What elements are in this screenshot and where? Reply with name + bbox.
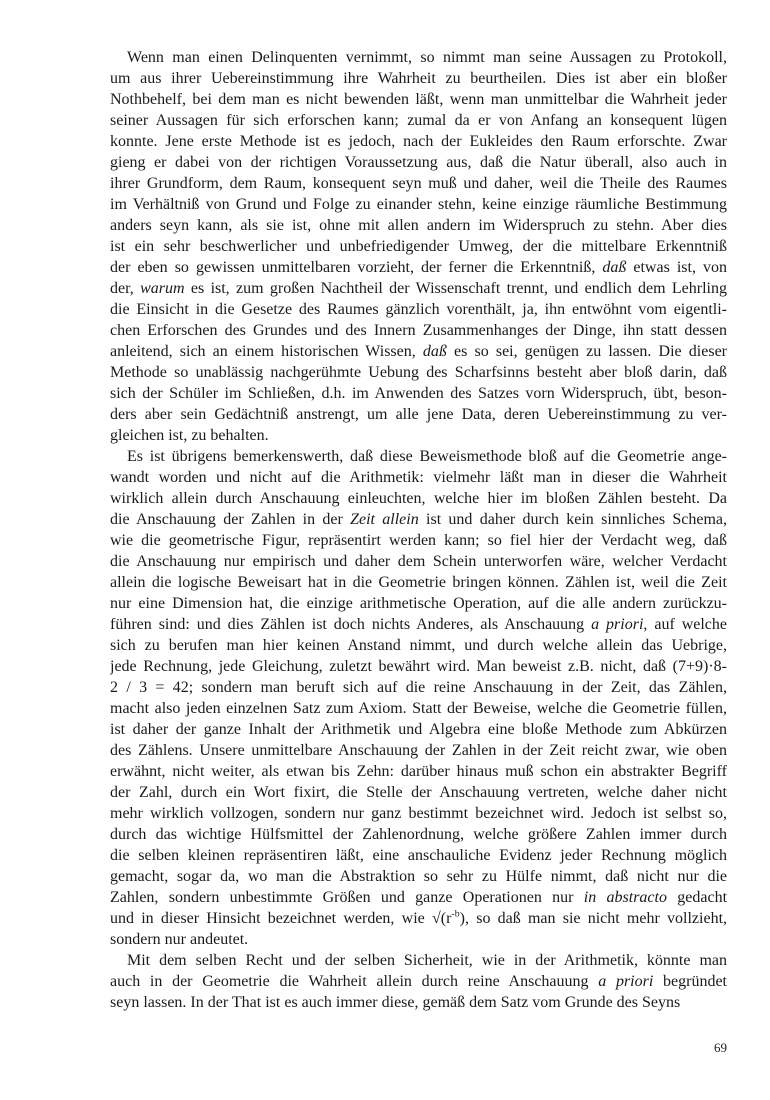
text-run: allein die logische Beweisart hat in die Geometrie bringen können. Zählen ist, weil die Zeit bbox=[110, 574, 727, 591]
text-run: die Anschauung nur empirisch und daher dem Schein unterworfen wäre, welcher Verdacht bbox=[110, 553, 727, 570]
text-run: es so sei, genügen zu lassen. Die dieser bbox=[446, 343, 727, 360]
paragraph bbox=[110, 950, 727, 1013]
text-line bbox=[110, 656, 727, 677]
emphasized-text: warum bbox=[140, 280, 185, 297]
emphasized-text: in abstracto bbox=[583, 889, 667, 906]
text-line bbox=[110, 320, 727, 341]
text-run: anders seyn kann, als sie ist, ohne mit allen andern im Widerspruch zu stehn. Aber dies bbox=[110, 217, 727, 234]
emphasized-text: a priori bbox=[598, 973, 654, 990]
text-line bbox=[110, 824, 727, 845]
text-line bbox=[110, 992, 727, 1013]
text-run: chen Erforschen des Grundes und des Innern Zusammenhanges der Dinge, ihn statt dessen bbox=[110, 322, 727, 339]
text-run: wie die geometrische Figur, repräsentirt werden kann; so fiel hier der Verdacht weg, daß bbox=[110, 532, 727, 549]
text-run: der Zahl, durch ein Wort fixirt, die Stelle der Anschauung vertreten, welche daher nicht bbox=[110, 784, 727, 801]
page-number: 69 bbox=[714, 1040, 727, 1055]
text-line bbox=[110, 383, 727, 404]
text-run: ist und daher durch kein sinnliches Schema, bbox=[418, 511, 727, 528]
text-line bbox=[110, 677, 727, 698]
text-run: sondern nur andeutet. bbox=[110, 931, 249, 948]
text-line bbox=[110, 740, 727, 761]
text-run: Zahlen, sondern unbestimmte Größen und ganze Operationen nur bbox=[110, 889, 584, 906]
text-line bbox=[110, 362, 727, 383]
text-run: seyn lassen. In der That ist es auch immer diese, gemäß dem Satz vom Grunde des Seyns bbox=[110, 994, 681, 1011]
text-run: seiner Aussagen für sich erforschen kann; zumal da er von Anfang an konsequent lügen bbox=[110, 112, 727, 129]
text-run: führen sind: und dies Zählen ist doch nichts Anderes, als Anschauung bbox=[110, 616, 592, 633]
text-run: gieng er dabei von der richtigen Voraussetzung aus, daß die Natur überall, also auch in bbox=[110, 154, 727, 171]
emphasized-text: daß bbox=[422, 343, 447, 360]
text-run: nur eine Dimension hat, die einzige arithmetische Operation, auf die alle andern zurückzu- bbox=[110, 595, 727, 612]
text-run: wandt worden und nicht auf die Arithmetik: vielmehr läßt man in dieser die Wahrheit bbox=[110, 469, 727, 486]
text-run: Nothbehelf, bei dem man es nicht bewenden läßt, wenn man unmittelbar die Wahrheit jeder bbox=[110, 91, 727, 108]
text-run: die Anschauung der Zahlen in der bbox=[110, 511, 351, 528]
text-line bbox=[110, 404, 727, 425]
text-line bbox=[110, 446, 727, 467]
text-run: und in dieser Hinsicht bezeichnet werden, wie √(r bbox=[110, 910, 452, 927]
text-run: mehr wirklich vollzogen, sondern nur ganz bestimmt bezeichnet wird. Jedoch ist selbst so, bbox=[110, 805, 727, 822]
text-line bbox=[110, 572, 727, 593]
text-run: , auf welche bbox=[643, 616, 727, 633]
text-run: des Zählens. Unsere unmittelbare Anschauung der Zahlen in der Zeit reicht zwar, wie oben bbox=[110, 742, 727, 759]
text-run: sich der Schüler im Schließen, d.h. im Anwenden des Satzes vorn Widerspruch, übt, beson- bbox=[110, 385, 727, 402]
text-column bbox=[110, 47, 727, 1013]
text-run: auch in der Geometrie die Wahrheit allein durch reine Anschauung bbox=[110, 973, 599, 990]
text-run: jede Rechnung, jede Gleichung, zuletzt bewährt wird. Man beweist z.B. nicht, daß (7+9)·8- bbox=[110, 658, 727, 675]
text-line bbox=[110, 845, 727, 866]
text-run: anleitend, sich an einem historischen Wissen, bbox=[110, 343, 423, 360]
text-line bbox=[110, 278, 727, 299]
text-line bbox=[110, 194, 727, 215]
text-line bbox=[110, 803, 727, 824]
text-run: ), so daß man sie nicht mehr vollzieht, bbox=[459, 910, 727, 927]
text-line bbox=[110, 257, 727, 278]
text-run: erwähnt, nicht weiter, als etwan bis Zehn: darüber hinaus muß schon ein abstrakter Begriff bbox=[110, 763, 727, 780]
text-run: etwas ist, von bbox=[626, 259, 727, 276]
text-line bbox=[110, 173, 727, 194]
text-line bbox=[110, 488, 727, 509]
text-line bbox=[110, 152, 727, 173]
text-run: der, bbox=[110, 280, 141, 297]
text-line bbox=[110, 341, 727, 362]
text-line bbox=[110, 782, 727, 803]
emphasized-text: daß bbox=[602, 259, 627, 276]
text-run: um aus ihrer Uebereinstimmung ihre Wahrheit zu beurtheilen. Dies ist aber ein bloßer bbox=[110, 70, 727, 87]
text-run: Es ist übrigens bemerkenswerth, daß diese Beweismethode bloß auf die Geometrie ange- bbox=[127, 448, 727, 465]
text-run: wirklich allein durch Anschauung einleuchten, welche hier im bloßen Zählen besteht. Da bbox=[110, 490, 727, 507]
text-line bbox=[110, 929, 727, 950]
text-line bbox=[110, 971, 727, 992]
text-line bbox=[110, 950, 727, 971]
text-line bbox=[110, 425, 727, 446]
text-run: gemacht, sogar da, wo man die Abstraktion so sehr zu Hülfe nimmt, daß nicht nur die bbox=[110, 868, 727, 885]
text-line bbox=[110, 698, 727, 719]
text-line bbox=[110, 635, 727, 656]
text-line bbox=[110, 131, 727, 152]
text-run: ist daher der ganze Inhalt der Arithmetik und Algebra eine bloße Methode zum Abkürzen bbox=[110, 721, 727, 738]
text-run: gedacht bbox=[666, 889, 727, 906]
text-line bbox=[110, 887, 727, 908]
text-line bbox=[110, 47, 727, 68]
text-run: die selben kleinen repräsentiren läßt, eine anschauliche Evidenz jeder Rechnung möglich bbox=[110, 847, 727, 864]
text-line bbox=[110, 551, 727, 572]
text-line bbox=[110, 89, 727, 110]
text-run: ist ein sehr beschwerlicher und unbefriedigender Umweg, der die mittelbare Erkenntniß bbox=[110, 238, 727, 255]
text-run: im Verhältniß von Grund und Folge zu einander stehn, keine einzige räumliche Bestimmung bbox=[110, 196, 727, 213]
text-line bbox=[110, 761, 727, 782]
text-run: begründet bbox=[653, 973, 727, 990]
text-line bbox=[110, 215, 727, 236]
text-run: der eben so gewissen unmittelbaren vorzieht, der ferner die Erkenntniß, bbox=[110, 259, 603, 276]
text-line bbox=[110, 593, 727, 614]
text-line bbox=[110, 467, 727, 488]
text-line bbox=[110, 68, 727, 89]
paragraph bbox=[110, 47, 727, 446]
text-run: Wenn man einen Delinquenten vernimmt, so nimmt man seine Aussagen zu Protokoll, bbox=[127, 49, 727, 66]
paragraph bbox=[110, 446, 727, 950]
text-run: Mit dem selben Recht und der selben Sicherheit, wie in der Arithmetik, könnte man bbox=[127, 952, 727, 969]
text-line bbox=[110, 110, 727, 131]
text-line bbox=[110, 530, 727, 551]
text-run: ders aber sein Gedächtniß anstrengt, um alle jene Data, deren Uebereinstimmung zu ver- bbox=[110, 406, 727, 423]
text-line bbox=[110, 908, 727, 929]
text-run: es ist, zum großen Nachtheil der Wissenschaft trennt, und endlich dem Lehrling bbox=[184, 280, 727, 297]
text-run: sich zu berufen man hier keinen Anstand nimmt, und durch welche allein das Uebrige, bbox=[110, 637, 727, 654]
text-run: 2 / 3 = 42; sondern man beruft sich auf die reine Anschauung in der Zeit, das Zählen, bbox=[110, 679, 727, 696]
emphasized-text: a priori bbox=[591, 616, 644, 633]
text-run: macht also jeden einzelnen Satz zum Axiom. Statt der Beweise, welche die Geometrie füllen, bbox=[110, 700, 727, 717]
text-run: Methode so unablässig nachgerühmte Uebung des Scharfsinns besteht aber bloß darin, daß bbox=[110, 364, 727, 381]
text-line bbox=[110, 866, 727, 887]
text-run: durch das wichtige Hülfsmittel der Zahlenordnung, welche größere Zahlen immer durch bbox=[110, 826, 727, 843]
text-run: ihrer Grundform, dem Raum, konsequent seyn muß und daher, weil die Theile des Raumes bbox=[110, 175, 727, 192]
text-run: die Einsicht in die Gesetze des Raumes gänzlich vorenthält, ja, ihn entwöhnt vom eigentli- bbox=[110, 301, 727, 318]
superscript-text: -b bbox=[451, 908, 460, 920]
text-run: konnte. Jene erste Methode ist es jedoch, nach der Eukleides den Raum erforschte. Zwar bbox=[110, 133, 727, 150]
text-run: gleichen ist, zu behalten. bbox=[110, 427, 269, 444]
text-line bbox=[110, 299, 727, 320]
emphasized-text: Zeit allein bbox=[350, 511, 419, 528]
text-line bbox=[110, 236, 727, 257]
text-line bbox=[110, 614, 727, 635]
text-line bbox=[110, 719, 727, 740]
text-line bbox=[110, 509, 727, 530]
